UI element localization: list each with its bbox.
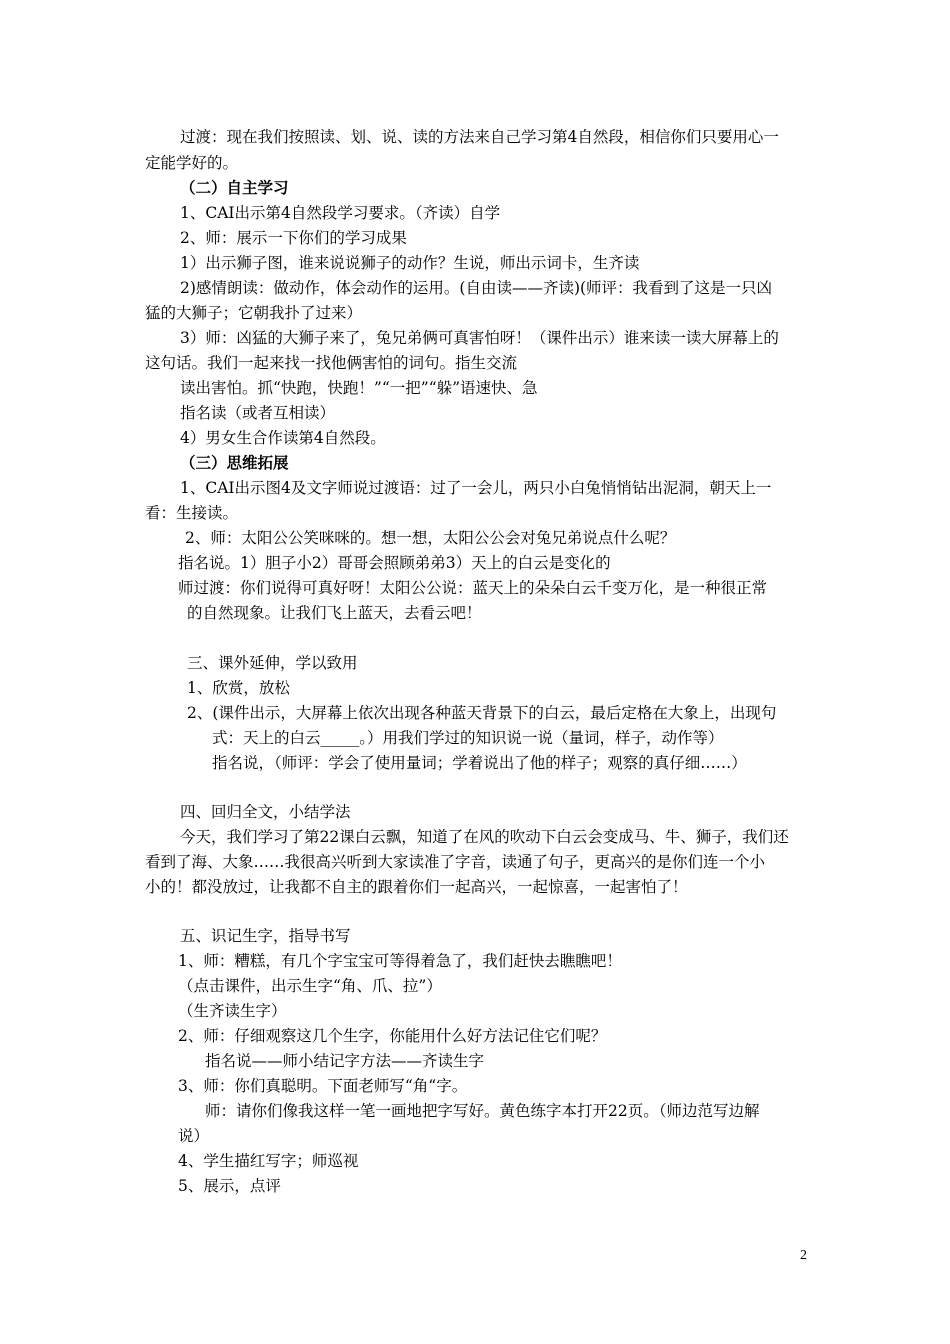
text-line: （生齐读生字） <box>178 1002 287 1020</box>
text-line: 4、学生描红写字；师巡视 <box>178 1152 359 1170</box>
text-line: 2、师：仔细观察这几个生字，你能用什么好方法记住它们呢？ <box>178 1027 607 1045</box>
page-number: 2 <box>800 1248 807 1263</box>
text-line: 1、CAI出示第4自然段学习要求。（齐读）自学 <box>180 204 501 222</box>
text-line: 看：生接读。 <box>145 504 239 522</box>
text-line: 1）出示狮子图，谁来说说狮子的动作？生说，师出示词卡，生齐读 <box>180 254 640 272</box>
text-line: 猛的大狮子；它朝我扑了过来） <box>145 304 363 322</box>
text-line: 说） <box>178 1127 210 1145</box>
text-line: 师过渡：你们说得可真好呀！太阳公公说：蓝天上的朵朵白云千变万化，是一种很正常 <box>178 579 768 597</box>
section-heading: （三）思维拓展 <box>180 453 289 472</box>
text-line: 小的！都没放过，让我都不自主的跟着你们一起高兴，一起惊喜，一起害怕了！ <box>145 878 688 896</box>
text-line: 指名说，（师评：学会了使用量词；学着说出了他的样子；观察的真仔细……） <box>212 754 747 772</box>
text-line: 2、师：展示一下你们的学习成果 <box>180 229 407 247</box>
text-line: 师：请你们像我这样一笔一画地把字写好。黄色练字本打开22页。（师边范写边解 <box>205 1102 760 1120</box>
text-line: （点击课件，出示生字“角、爪、拉”） <box>178 977 442 995</box>
text-line: 指名读（或者互相读） <box>180 404 336 422</box>
section-heading: 四、回归全文，小结学法 <box>180 803 351 821</box>
text-line: 指名说。1）胆子小2）哥哥会照顾弟弟3）天上的白云是变化的 <box>178 554 611 572</box>
text-line: 式：天上的白云_____。）用我们学过的知识说一说（量词，样子，动作等） <box>212 729 724 747</box>
section-heading: 三、课外延伸，学以致用 <box>187 654 358 672</box>
text-line: 2)感情朗读：做动作，体会动作的运用。(自由读——齐读)(师评：我看到了这是一只凶 <box>180 279 773 297</box>
section-heading: 五、识记生字，指导书写 <box>180 927 351 945</box>
text-line: 1、CAI出示图4及文字师说过渡语：过了一会儿，两只小白兔悄悄钻出泥洞，朝天上一 <box>180 479 772 497</box>
text-line: 读出害怕。抓“快跑，快跑！”“一把”“躲”语速快、急 <box>180 379 538 397</box>
text-line: 过渡：现在我们按照读、划、说、读的方法来自己学习第4自然段，相信你们只要用心一 <box>180 128 779 146</box>
text-line: 指名说——师小结记字方法——齐读生字 <box>205 1052 485 1070</box>
text-line: 的自然现象。让我们飞上蓝天，去看云吧！ <box>187 604 482 622</box>
text-line: 1、师：糟糕，有几个字宝宝可等得着急了，我们赶快去瞧瞧吧！ <box>178 952 622 970</box>
text-line: 5、展示，点评 <box>178 1177 281 1195</box>
text-line: 2、师：太阳公公笑咪咪的。想一想，太阳公公会对兔兄弟说点什么呢？ <box>185 529 676 547</box>
text-line: 今天，我们学习了第22课白云飘，知道了在风的吹动下白云会变成马、牛、狮子，我们还 <box>180 828 789 846</box>
text-line: 定能学好的。 <box>145 154 239 172</box>
text-line: 4）男女生合作读第4自然段。 <box>180 429 386 447</box>
text-line: 看到了海、大象……我很高兴听到大家读准了字音，读通了句子，更高兴的是你们连一个小 <box>145 853 766 871</box>
text-line: 这句话。我们一起来找一找他俩害怕的词句。指生交流 <box>145 354 518 372</box>
text-line: 3、师：你们真聪明。下面老师写“角“字。 <box>178 1077 468 1095</box>
section-heading: （二）自主学习 <box>180 178 289 197</box>
text-line: 3）师：凶猛的大狮子来了，兔兄弟俩可真害怕呀！（课件出示）谁来读一读大屏幕上的 <box>180 329 779 347</box>
text-line: 1、欣赏，放松 <box>187 679 290 697</box>
text-line: 2、(课件出示，大屏幕上依次出现各种蓝天背景下的白云，最后定格在大象上，出现句 <box>187 704 777 722</box>
